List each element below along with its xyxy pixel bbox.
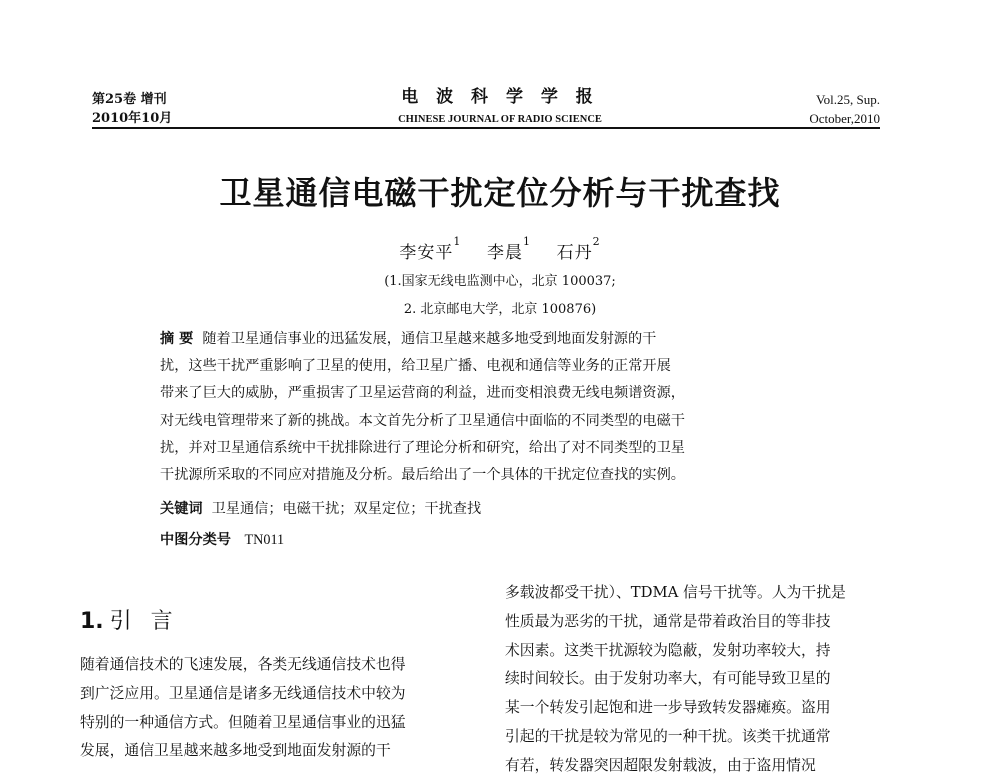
author-affiliation-mark: 1 — [523, 235, 531, 248]
body-line: 性质最为恶劣的干扰，通常是带着政治目的等非技 — [505, 612, 831, 630]
body-line: 某一个转发引起饱和进一步导致转发器瘫痪。盗用 — [505, 699, 831, 717]
author-affiliation-mark: 1 — [453, 235, 462, 248]
volume-en: Vol.25, Sup. — [815, 92, 880, 107]
volume-label: 第25卷 增刊 — [92, 92, 167, 107]
keywords — [160, 498, 481, 518]
abstract-line: 扰，这些干扰严重影响了卫星的使用，给卫星广播、电视和通信等业务的正常开展 — [160, 358, 671, 375]
body-line: 术因素。这类干扰源较为隐蔽，发射功率较大，持 — [505, 641, 831, 659]
body-line: 多载波都受干扰）、TDMA 信号干扰等。人为干扰是 — [505, 584, 846, 601]
author-name: 石丹 — [556, 243, 593, 263]
abstract-line: 干扰源所采取的不同应对措施及分析。最后给出了一个具体的干扰定位查找的实例。 — [160, 467, 685, 484]
header-rule — [92, 127, 880, 129]
paper-title: 卫星通信电磁干扰定位分析与干扰查找 — [219, 174, 781, 212]
date-en: October,2010 — [809, 111, 880, 126]
left-column — [80, 651, 490, 766]
keywords-value: 卫星通信；电磁干扰；双星定位；干扰查找 — [211, 501, 482, 517]
author-affiliation-mark: 2 — [592, 235, 601, 248]
abstract-line — [160, 326, 830, 353]
body-line: 有若，转发器突因超限发射载波，由于盗用情况 — [505, 756, 816, 774]
header-right — [809, 90, 880, 128]
author-list — [0, 235, 1000, 263]
section-number: 1. — [80, 609, 104, 634]
abstract — [160, 326, 830, 489]
affiliation-1: (1.国家无线电监测中心，北京 100037; — [384, 274, 616, 289]
right-column — [505, 579, 897, 781]
classification-label: 中图分类号 — [160, 532, 231, 548]
journal-name-en: CHINESE JOURNAL OF RADIO SCIENCE — [398, 114, 602, 125]
section-heading — [80, 604, 179, 635]
abstract-line: 扰，并对卫星通信系统中干扰排除进行了理论分析和研究，给出了对不同类型的卫星 — [160, 439, 685, 456]
classification-value: TN011 — [244, 532, 285, 548]
abstract-line: 带来了巨大的威胁，严重损害了卫星运营商的利益，进而变相浪费无线电频谱资源， — [160, 385, 685, 402]
keywords-label: 关键词 — [160, 501, 203, 517]
body-line: 引起的干扰是较为常见的一种干扰。该类干扰通常 — [505, 727, 831, 745]
section-title: 引 言 — [109, 609, 179, 634]
body-line: 特别的一种通信方式。但随着卫星通信事业的迅猛 — [80, 713, 406, 731]
author-name: 李安平 — [399, 243, 454, 263]
body-line: 随着通信技术的飞速发展，各类无线通信技术也得 — [80, 656, 406, 673]
abstract-label: 摘 要 — [160, 331, 194, 347]
abstract-line: 对无线电管理带来了新的挑战。本文首先分析了卫星通信中面临的不同类型的电磁干 — [160, 412, 685, 429]
body-line: 发展，通信卫星越来越多地受到地面发射源的干 — [80, 742, 391, 760]
author-name: 李晨 — [487, 243, 523, 263]
classification — [160, 529, 284, 549]
issue-date: 2010年10月 — [92, 111, 173, 126]
affiliation-2: 2. 北京邮电大学，北京 100876) — [403, 302, 597, 317]
body-line: 续时间较长。由于发射功率大，有可能导致卫星的 — [505, 670, 831, 688]
journal-name-cn: 电 波 科 学 学 报 — [401, 87, 599, 107]
abstract-text: 随着卫星通信事业的迅猛发展，通信卫星越来越多地受到地面发射源的干 — [202, 331, 657, 347]
body-line: 到广泛应用。卫星通信是诸多无线通信技术中较为 — [80, 684, 406, 702]
